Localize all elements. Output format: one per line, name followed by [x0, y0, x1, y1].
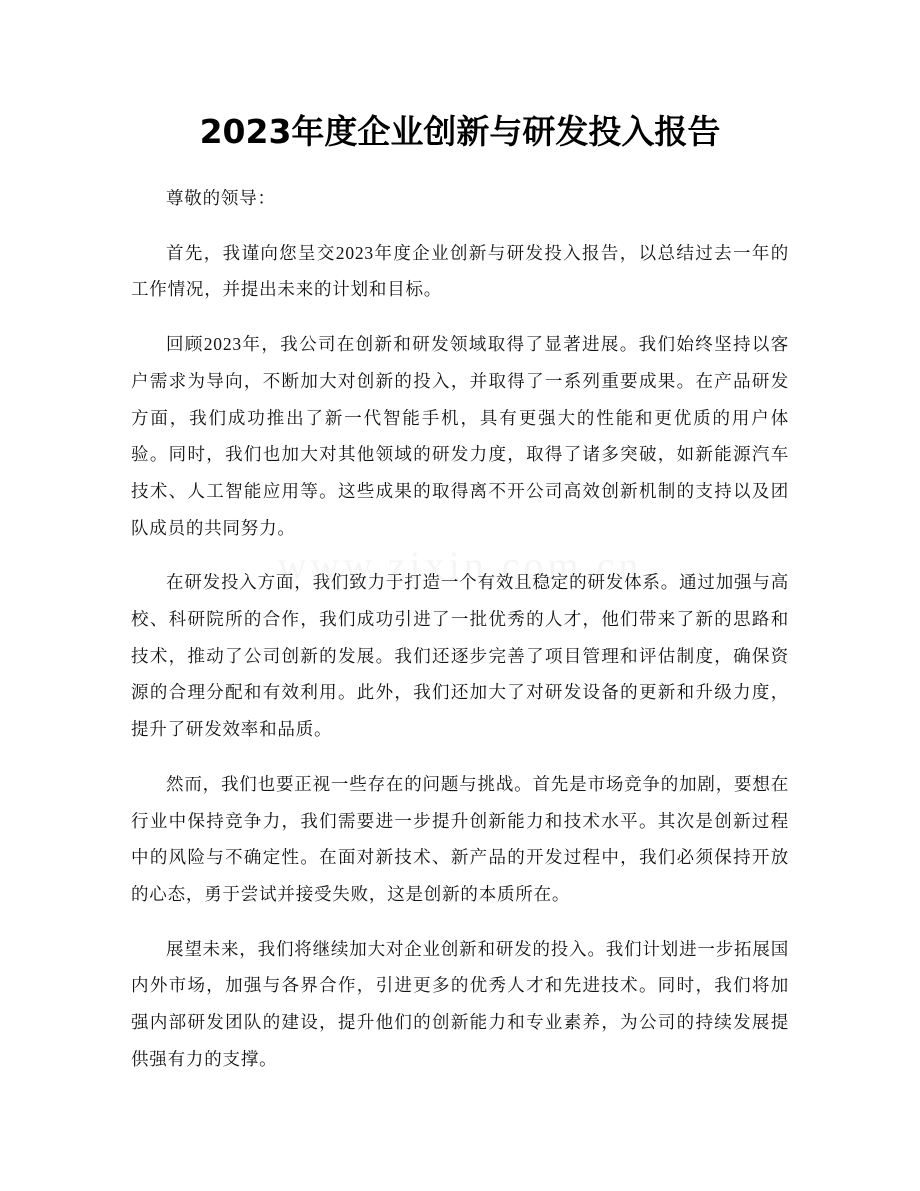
paragraph-outlook: 展望未来，我们将继续加大对企业创新和研发的投入。我们计划进一步拓展国内外市场，加强与各界合作，引进更多的优秀人才和先进技术。同时，我们将加强内部研发团队的建设，提升他们的创新能力和专业素养，为公司的持续发展提供强有力的支撑。 [131, 938, 789, 1069]
salutation: 尊敬的领导： [166, 188, 276, 208]
paragraph-review: 回顾2023年，我公司在创新和研发领域取得了显著进展。我们始终坚持以客户需求为导向，不断加大对创新的投入，并取得了一系列重要成果。在产品研发方面，我们成功推出了新一代智能手机，具有更强大的性能和更优质的用户体验。同时，我们也加大对其他领域的研发力度，取得了诸多突破，如新能源汽车技术、人工智能应用等。这些成果的取得离不开公司高效创新机制的支持以及团队成员的共同努力。 [131, 334, 789, 538]
paragraph-intro: 首先，我谨向您呈交2023年度企业创新与研发投入报告，以总结过去一年的工作情况，并提出未来的计划和目标。 [131, 242, 789, 300]
document-body [131, 180, 789, 1095]
paragraph-challenges: 然而，我们也要正视一些存在的问题与挑战。首先是市场竞争的加剧，要想在行业中保持竞争力，我们需要进一步提升创新能力和技术水平。其次是创新过程中的风险与不确定性。在面对新技术、新产品的开发过程中，我们必须保持开放的心态，勇于尝试并接受失败，这是创新的本质所在。 [131, 773, 789, 904]
document-title: 2023年度企业创新与研发投入报告 [199, 112, 721, 151]
paragraph-investment: 在研发投入方面，我们致力于打造一个有效且稳定的研发体系。通过加强与高校、科研院所的合作，我们成功引进了一批优秀的人才，他们带来了新的思路和技术，推动了公司创新的发展。我们还逐步完善了项目管理和评估制度，确保资源的合理分配和有效利用。此外，我们还加大了对研发设备的更新和升级力度，提升了研发效率和品质。 [131, 572, 789, 740]
